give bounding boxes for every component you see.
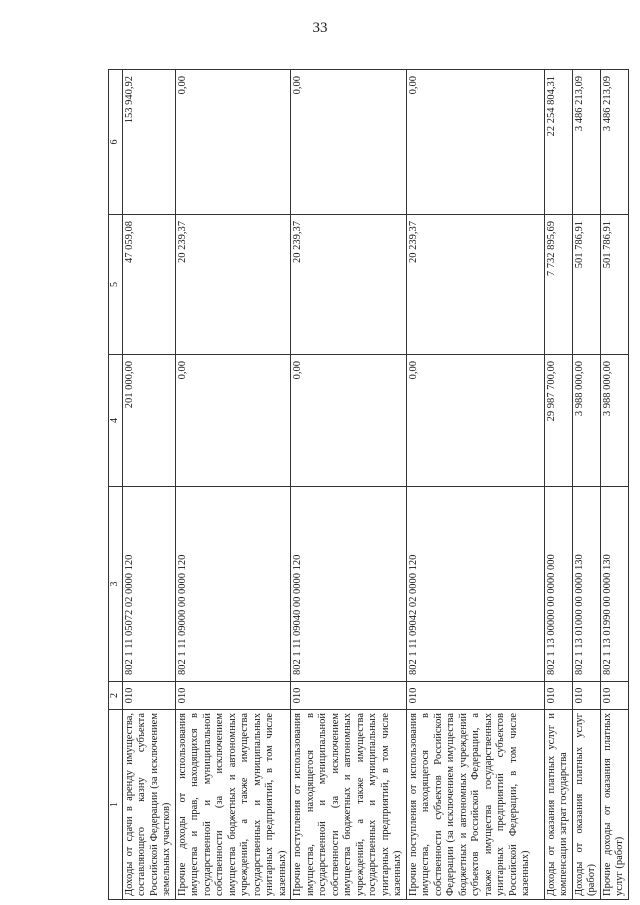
table-row [291, 70, 407, 900]
row-value-col5: 501 786,91 [600, 215, 628, 355]
row-value-col4: 3 988 000,00 [572, 355, 600, 487]
row-value-col4: 0,00 [291, 355, 407, 487]
column-header: 1 [109, 710, 123, 900]
row-value-col4: 201 000,00 [122, 355, 175, 487]
row-line-code: 010 [122, 682, 175, 710]
column-header: 6 [109, 70, 123, 215]
table-row [122, 70, 175, 900]
row-line-code: 010 [544, 682, 572, 710]
row-classification-code: 802 1 11 09000 00 0000 120 [175, 487, 291, 682]
column-header: 5 [109, 215, 123, 355]
table-row [406, 70, 544, 900]
row-value-col6: 153 940,92 [122, 70, 175, 215]
column-header: 3 [109, 487, 123, 682]
row-description: Прочие поступления от использования имущества, находящегося в собственности субъектов Российской Федерации (за исключением имущества бюджетных и автономных учреждений субъектов Российской Федерации, а также имущества государственных унитарных предприятий субъектов Российской Федерации, в том числе казенных) [406, 710, 544, 900]
row-classification-code: 802 1 11 09040 00 0000 120 [291, 487, 407, 682]
row-value-col6: 0,00 [406, 70, 544, 215]
row-value-col4: 0,00 [406, 355, 544, 487]
row-value-col4: 29 987 700,00 [544, 355, 572, 487]
row-description: Доходы от сдачи в аренду имущества, составляющего казну субъекта Российской Федерации (за исключением земельных участков) [122, 710, 175, 900]
row-classification-code: 802 1 13 01990 00 0000 130 [600, 487, 628, 682]
table-row [175, 70, 291, 900]
row-description: Доходы от оказания платных услуг (работ) [572, 710, 600, 900]
table-row [544, 70, 572, 900]
row-line-code: 010 [175, 682, 291, 710]
row-value-col5: 20 239,37 [175, 215, 291, 355]
column-header: 4 [109, 355, 123, 487]
row-value-col6: 0,00 [175, 70, 291, 215]
row-classification-code: 802 1 11 05072 02 0000 120 [122, 487, 175, 682]
table-header-row [109, 70, 123, 900]
row-value-col6: 3 486 213,09 [572, 70, 600, 215]
row-line-code: 010 [291, 682, 407, 710]
row-description: Прочие доходы от использования имущества и прав, находящихся в государственной и муниципальной собственности (за исключением имущества бюджетных и автономных учреждений, а также имущества государственных и муниципальных унитарных предприятий, в том числе казенных) [175, 710, 291, 900]
table-row [600, 70, 628, 900]
row-description: Прочие поступления от использования имущества, находящегося в государственной и муниципальной собственности (за исключением имущества бюджетных и автономных учреждений, а также имущества государственных и муниципальных унитарных предприятий, в том числе казенных) [291, 710, 407, 900]
row-classification-code: 802 1 11 09042 02 0000 120 [406, 487, 544, 682]
row-value-col5: 47 059,08 [122, 215, 175, 355]
rotated-table-frame [108, 70, 625, 900]
row-value-col6: 3 486 213,09 [600, 70, 628, 215]
page-number: 33 [312, 20, 328, 36]
row-value-col4: 0,00 [175, 355, 291, 487]
row-value-col4: 3 988 000,00 [600, 355, 628, 487]
row-value-col6: 0,00 [291, 70, 407, 215]
row-classification-code: 802 1 13 01000 00 0000 130 [572, 487, 600, 682]
revenue-table [108, 69, 629, 900]
row-line-code: 010 [600, 682, 628, 710]
row-line-code: 010 [406, 682, 544, 710]
row-value-col5: 20 239,37 [291, 215, 407, 355]
row-value-col6: 22 254 804,31 [544, 70, 572, 215]
row-description: Доходы от оказания платных услуг и компенсации затрат государства [544, 710, 572, 900]
row-line-code: 010 [572, 682, 600, 710]
column-header: 2 [109, 682, 123, 710]
table-row [572, 70, 600, 900]
row-value-col5: 501 786,91 [572, 215, 600, 355]
row-classification-code: 802 1 13 00000 00 0000 000 [544, 487, 572, 682]
row-value-col5: 20 239,37 [406, 215, 544, 355]
row-description: Прочие доходы от оказания платных услуг (работ) [600, 710, 628, 900]
row-value-col5: 7 732 895,69 [544, 215, 572, 355]
